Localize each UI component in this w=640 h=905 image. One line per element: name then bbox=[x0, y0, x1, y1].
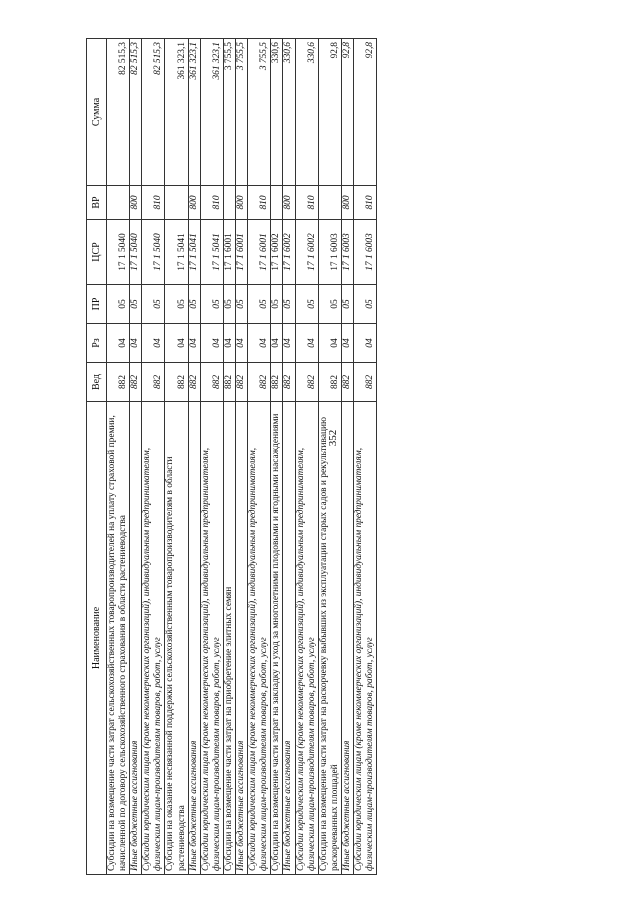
cell-vr: 800 bbox=[283, 186, 295, 220]
table-row bbox=[283, 39, 295, 875]
cell-pr: 05 bbox=[165, 285, 188, 324]
header-sum: Сумма bbox=[87, 39, 107, 186]
cell-csr: 17 1 5040 bbox=[142, 220, 165, 285]
cell-ved: 882 bbox=[142, 363, 165, 402]
cell-sum: 330,6 bbox=[295, 39, 318, 186]
cell-name: Субсидии на оказание несвязанной поддержки сельскохозяйственным товаропроизводителям в области растениеводства bbox=[165, 402, 188, 875]
cell-pr: 05 bbox=[341, 285, 353, 324]
cell-rz: 04 bbox=[223, 324, 235, 363]
cell-pr: 05 bbox=[283, 285, 295, 324]
cell-sum: 3 755,5 bbox=[223, 39, 235, 186]
cell-rz: 04 bbox=[107, 324, 130, 363]
cell-ved: 882 bbox=[248, 363, 271, 402]
header-ved: Вед bbox=[87, 363, 107, 402]
cell-pr: 05 bbox=[107, 285, 130, 324]
cell-name: Субсидии на возмещение части затрат на раскорчевку выбывших из эксплуатации старых садов и рекультивацию раскорчеванных площадей bbox=[318, 402, 341, 875]
cell-pr: 05 bbox=[130, 285, 142, 324]
cell-ved: 882 bbox=[188, 363, 200, 402]
table-row bbox=[236, 39, 248, 875]
cell-name: Субсидии на возмещение части затрат на приобретение элитных семян bbox=[223, 402, 235, 875]
cell-vr bbox=[318, 186, 341, 220]
cell-name: Субсидии юридическим лицам (кроме некоммерческих организаций), индивидуальным предпринимателям, физическим лицам-производителям товаров, работ, услуг bbox=[248, 402, 271, 875]
cell-name: Иные бюджетные ассигнования bbox=[130, 402, 142, 875]
cell-csr: 17 1 6001 bbox=[248, 220, 271, 285]
cell-rz: 04 bbox=[318, 324, 341, 363]
cell-ved: 882 bbox=[165, 363, 188, 402]
cell-rz: 04 bbox=[188, 324, 200, 363]
cell-name: Иные бюджетные ассигнования bbox=[236, 402, 248, 875]
cell-ved: 882 bbox=[271, 363, 283, 402]
cell-vr: 800 bbox=[130, 186, 142, 220]
cell-vr: 800 bbox=[236, 186, 248, 220]
cell-rz: 04 bbox=[248, 324, 271, 363]
table-row bbox=[248, 39, 271, 875]
cell-sum: 361 323,1 bbox=[188, 39, 200, 186]
cell-csr: 17 1 6003 bbox=[318, 220, 341, 285]
rotated-table-area bbox=[86, 39, 610, 875]
cell-rz: 04 bbox=[165, 324, 188, 363]
cell-vr: 810 bbox=[295, 186, 318, 220]
table-row bbox=[200, 39, 223, 875]
cell-csr: 17 1 6002 bbox=[271, 220, 283, 285]
table-row bbox=[318, 39, 341, 875]
cell-sum: 361 323,1 bbox=[200, 39, 223, 186]
header-pr: ПР bbox=[87, 285, 107, 324]
table-row bbox=[107, 39, 130, 875]
cell-name: Иные бюджетные ассигнования bbox=[188, 402, 200, 875]
table-row bbox=[188, 39, 200, 875]
cell-pr: 05 bbox=[142, 285, 165, 324]
cell-csr: 17 1 6002 bbox=[283, 220, 295, 285]
cell-vr: 810 bbox=[200, 186, 223, 220]
cell-sum: 330,6 bbox=[283, 39, 295, 186]
header-csr: ЦСР bbox=[87, 220, 107, 285]
cell-vr bbox=[271, 186, 283, 220]
cell-name: Субсидии юридическим лицам (кроме некоммерческих организаций), индивидуальным предпринимателям, физическим лицам-производителям товаров, работ, услуг bbox=[295, 402, 318, 875]
table-row bbox=[271, 39, 283, 875]
cell-csr: 17 1 5040 bbox=[107, 220, 130, 285]
cell-pr: 05 bbox=[236, 285, 248, 324]
cell-pr: 05 bbox=[353, 285, 376, 324]
cell-rz: 04 bbox=[295, 324, 318, 363]
cell-csr: 17 1 6002 bbox=[295, 220, 318, 285]
cell-vr: 810 bbox=[142, 186, 165, 220]
cell-rz: 04 bbox=[130, 324, 142, 363]
table-row bbox=[341, 39, 353, 875]
cell-rz: 04 bbox=[200, 324, 223, 363]
header-rz: Рз bbox=[87, 324, 107, 363]
cell-ved: 882 bbox=[353, 363, 376, 402]
cell-vr: 810 bbox=[353, 186, 376, 220]
cell-ved: 882 bbox=[236, 363, 248, 402]
cell-name: Субсидии юридическим лицам (кроме некоммерческих организаций), индивидуальным предпринимателям, физическим лицам-производителям товаров, работ, услуг bbox=[142, 402, 165, 875]
cell-name: Субсидии юридическим лицам (кроме некоммерческих организаций), индивидуальным предпринимателям, физическим лицам-производителям товаров, работ, услуг bbox=[200, 402, 223, 875]
cell-sum: 82 515,3 bbox=[130, 39, 142, 186]
cell-rz: 04 bbox=[142, 324, 165, 363]
cell-name: Субсидии юридическим лицам (кроме некоммерческих организаций), индивидуальным предпринимателям, физическим лицам-производителям товаров, работ, услуг bbox=[353, 402, 376, 875]
cell-sum: 92,8 bbox=[318, 39, 341, 186]
cell-pr: 05 bbox=[223, 285, 235, 324]
table-body bbox=[107, 39, 377, 875]
cell-name: Субсидии на возмещение части затрат сельскохозяйственных товаропроизводителей на уплату страховой премии, начисленной по договору сельскохозяйственного страхования в области растениеводства bbox=[107, 402, 130, 875]
cell-ved: 882 bbox=[295, 363, 318, 402]
cell-csr: 17 1 5040 bbox=[130, 220, 142, 285]
cell-ved: 882 bbox=[130, 363, 142, 402]
cell-sum: 82 515,3 bbox=[142, 39, 165, 186]
cell-csr: 17 1 5041 bbox=[188, 220, 200, 285]
cell-sum: 92,8 bbox=[353, 39, 376, 186]
cell-rz: 04 bbox=[341, 324, 353, 363]
cell-pr: 05 bbox=[271, 285, 283, 324]
cell-ved: 882 bbox=[107, 363, 130, 402]
cell-rz: 04 bbox=[353, 324, 376, 363]
cell-sum: 3 755,5 bbox=[236, 39, 248, 186]
cell-vr: 810 bbox=[248, 186, 271, 220]
table-row bbox=[142, 39, 165, 875]
cell-csr: 17 1 6001 bbox=[236, 220, 248, 285]
cell-pr: 05 bbox=[200, 285, 223, 324]
cell-csr: 17 1 6003 bbox=[353, 220, 376, 285]
cell-csr: 17 1 6003 bbox=[341, 220, 353, 285]
cell-name: Субсидии на возмещение части затрат на закладку и уход за многолетними плодовыми и ягодными насаждениями bbox=[271, 402, 283, 875]
cell-vr bbox=[107, 186, 130, 220]
table-row bbox=[223, 39, 235, 875]
cell-name: Иные бюджетные ассигнования bbox=[283, 402, 295, 875]
cell-pr: 05 bbox=[248, 285, 271, 324]
cell-csr: 17 1 5041 bbox=[165, 220, 188, 285]
page-number: 352 bbox=[327, 429, 339, 447]
cell-sum: 3 755,5 bbox=[248, 39, 271, 186]
table-header-row bbox=[87, 39, 107, 875]
cell-rz: 04 bbox=[271, 324, 283, 363]
header-vr: ВР bbox=[87, 186, 107, 220]
cell-ved: 882 bbox=[318, 363, 341, 402]
cell-sum: 82 515,3 bbox=[107, 39, 130, 186]
budget-table bbox=[86, 38, 377, 875]
cell-vr: 800 bbox=[341, 186, 353, 220]
table-row bbox=[130, 39, 142, 875]
cell-vr: 800 bbox=[188, 186, 200, 220]
cell-vr bbox=[165, 186, 188, 220]
table-row bbox=[165, 39, 188, 875]
cell-rz: 04 bbox=[236, 324, 248, 363]
cell-csr: 17 1 5041 bbox=[200, 220, 223, 285]
cell-vr bbox=[223, 186, 235, 220]
cell-sum: 330,6 bbox=[271, 39, 283, 186]
cell-pr: 05 bbox=[188, 285, 200, 324]
cell-ved: 882 bbox=[283, 363, 295, 402]
cell-ved: 882 bbox=[341, 363, 353, 402]
cell-rz: 04 bbox=[283, 324, 295, 363]
cell-csr: 17 1 6001 bbox=[223, 220, 235, 285]
header-name: Наименование bbox=[87, 402, 107, 875]
cell-sum: 361 323,1 bbox=[165, 39, 188, 186]
table-row bbox=[295, 39, 318, 875]
cell-ved: 882 bbox=[200, 363, 223, 402]
table-row bbox=[353, 39, 376, 875]
cell-ved: 882 bbox=[223, 363, 235, 402]
cell-sum: 92,8 bbox=[341, 39, 353, 186]
cell-pr: 05 bbox=[295, 285, 318, 324]
cell-pr: 05 bbox=[318, 285, 341, 324]
cell-name: Иные бюджетные ассигнования bbox=[341, 402, 353, 875]
